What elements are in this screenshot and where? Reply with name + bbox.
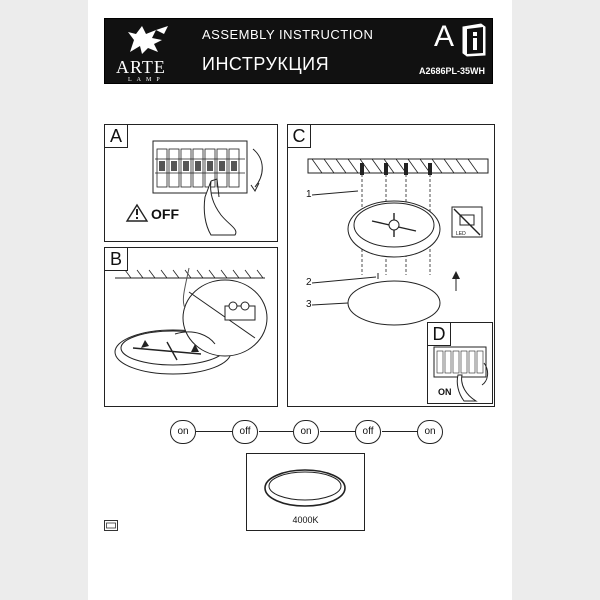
panel-a [104,124,278,242]
sequence-line [382,431,418,432]
sequence-line [320,431,356,432]
switch-on-text: ON [438,387,452,397]
switch-state-2: off [232,420,258,444]
header-banner [104,18,493,84]
arte-lamp-logo [112,22,182,82]
griffin-icon [112,22,182,58]
panel-a-tag: A [105,125,128,148]
callout-1: 1 [306,189,312,200]
callout-3: 3 [306,299,312,310]
box-icon [104,520,118,531]
switch-state-5: on [417,420,443,444]
breaker-off-illustration [105,125,277,241]
switch-state-3: on [293,420,319,444]
color-temperature-label: 4000K [292,515,319,525]
panel-d [427,322,493,404]
model-number: A2686PL-35WH [418,66,485,76]
brand-name: ARTE [116,57,166,77]
svg-text:LED: LED [456,231,466,237]
title-english: ASSEMBLY INSTRUCTION [202,27,374,42]
panel-c-tag: C [288,125,311,148]
color-temperature-box [246,453,365,531]
info-book-icon [461,23,487,57]
panel-d-tag: D [428,323,451,346]
lamp-icon [247,454,364,514]
switch-state-1: on [170,420,196,444]
warning-off-text: OFF [151,206,179,222]
callout-2: 2 [306,277,312,288]
no-led-replace-icon [452,207,482,237]
section-letter: A [434,20,455,53]
brand-sub: LAMP [128,77,165,83]
panel-b-tag: B [105,248,128,271]
switch-state-4: off [355,420,381,444]
switch-sequence [170,420,445,446]
wiring-illustration [105,248,277,406]
title-russian: ИНСТРУКЦИЯ [202,54,330,74]
panel-b [104,247,278,407]
sequence-line [259,431,293,432]
sequence-line [196,431,236,432]
